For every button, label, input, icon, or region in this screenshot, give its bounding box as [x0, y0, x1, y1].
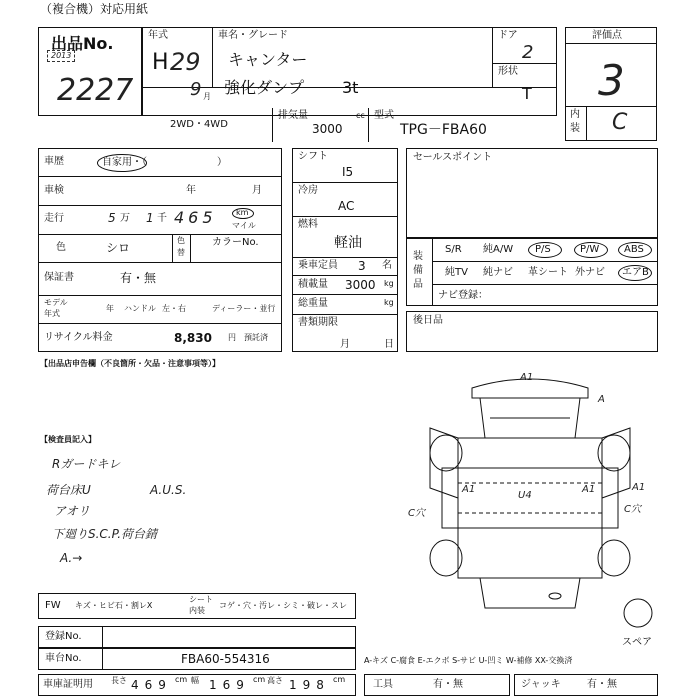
equip-sr: S/R: [445, 244, 462, 255]
mileage-man: 5: [108, 211, 116, 225]
jack-label: ジャッキ: [521, 679, 561, 690]
lot-label: 出品No.: [51, 34, 114, 53]
chassis-label: 車台No.: [45, 653, 82, 664]
spare-label: スペア: [622, 637, 652, 648]
ac-value: AC: [338, 199, 355, 213]
lot-box: [38, 27, 142, 116]
vehicle-box: [142, 27, 557, 116]
equip-ps: P/S: [535, 244, 551, 255]
color-label: 色: [56, 242, 66, 253]
fw-defects: キズ・ヒビ石・割レX: [75, 601, 153, 610]
month-unit: 月: [203, 92, 211, 101]
model-value: TPG－FBA60: [400, 122, 487, 138]
fw-label: FW: [45, 600, 61, 611]
mark-right-hole: C穴: [624, 504, 641, 515]
history-value: 自家用・（ ）: [102, 157, 227, 168]
rear-label: 後日品: [413, 315, 443, 326]
doc-deadline-month: 月: [340, 339, 350, 350]
jack-row: [514, 674, 658, 696]
seat-label-1: シート: [189, 595, 213, 604]
equip-ext-navi: 外ナビ: [575, 267, 605, 278]
car-grade: 強化ダンプ: [224, 78, 305, 97]
year-era: H: [152, 50, 169, 75]
warranty-label: 保証書: [44, 272, 74, 283]
registration-label: 登録No.: [45, 631, 82, 642]
doc-deadline-day: 日: [384, 339, 394, 350]
displacement-label: 排気量: [278, 110, 308, 121]
month-value: 9: [190, 79, 202, 100]
score-value: 3: [598, 56, 625, 105]
displacement-unit: cc: [356, 111, 365, 120]
inspector-line-1: Rガードキレ: [52, 457, 121, 471]
mark-left: A1: [462, 484, 476, 495]
certificate-row: [38, 674, 356, 696]
color-change-1: 色: [177, 236, 185, 245]
lot-year-stamp: 2013: [47, 50, 75, 62]
equip-tv: 純TV: [445, 267, 468, 278]
equipment-label-1: 装: [413, 251, 423, 262]
seats-value: 3: [358, 259, 366, 273]
door-label: ドア: [498, 30, 518, 41]
model-year-label-1: モデル: [44, 298, 68, 307]
shape-value: T: [522, 84, 532, 103]
equip-aw: 純A/W: [483, 244, 514, 255]
recycle-unit: 円: [228, 333, 236, 342]
year-value: 29: [170, 48, 201, 76]
navi-label: ナビ登録：: [438, 290, 488, 301]
handle-label: ハンドル: [124, 304, 156, 313]
model-year-unit: 年: [106, 304, 114, 313]
equip-leather: 革シート: [528, 267, 568, 278]
info-grid: [38, 148, 282, 352]
load-unit: kg: [384, 279, 394, 288]
equip-abs: ABS: [624, 244, 644, 255]
registration-row: [38, 626, 356, 648]
equip-navi: 純ナビ: [483, 267, 513, 278]
mark-top: A1: [520, 372, 534, 383]
length-label: 長さ: [111, 676, 127, 685]
history-label: 車歴: [44, 156, 64, 167]
fw-row: [38, 593, 356, 619]
recycle-label: リサイクル料金: [44, 332, 113, 343]
seat-label-2: 内装: [189, 606, 205, 615]
shift-value: I5: [342, 165, 354, 179]
mileage-unit-km: km: [236, 208, 249, 217]
car-tonnage: 3t: [342, 78, 359, 97]
gross-unit: kg: [384, 298, 394, 307]
inspection-year: 年: [186, 185, 196, 196]
model-label: 型式: [374, 110, 394, 121]
dealer-value: ディーラー・並行: [212, 304, 276, 313]
legend: A-キズ C-腐食 E-エクボ S-サビ U-凹ミ W-補修 XX-交換済: [364, 656, 573, 665]
shift-label: シフト: [298, 151, 328, 162]
car-name-label: 車名・グレード: [218, 30, 288, 41]
ac-label: 冷房: [298, 185, 318, 196]
jack-value: 有・無: [587, 679, 617, 690]
inspector-line-3: A.U.S.: [150, 483, 187, 497]
recycle-amount: 8,830: [174, 331, 212, 345]
fuel-label: 燃料: [298, 219, 318, 230]
displacement-value: 3000: [312, 122, 343, 136]
color-change-2: 替: [177, 248, 185, 257]
interior-label-1: 内: [570, 109, 580, 120]
recycle-status: 預託済: [244, 333, 268, 342]
mark-corner: A: [598, 394, 605, 405]
length-unit: cm: [175, 675, 188, 684]
interior-value: C: [612, 110, 628, 135]
inspector-line-4: アオリ: [54, 504, 90, 518]
inspector-label: 【検査員記入】: [40, 435, 96, 444]
seat-defects: コゲ・穴・汚レ・シミ・破レ・スレ: [219, 601, 347, 610]
height-label: 高さ: [267, 676, 283, 685]
interior-label-2: 装: [570, 123, 580, 134]
mileage-label: 走行: [44, 213, 64, 224]
mileage-sen: 1: [146, 211, 154, 225]
handle-value: 左・右: [162, 304, 186, 313]
tools-label: 工具: [373, 679, 393, 690]
height-unit: cm: [333, 675, 346, 684]
mark-right-far: A1: [632, 482, 646, 493]
gross-label: 総重量: [298, 298, 328, 309]
chassis-row: [38, 648, 356, 670]
vehicle-diagram: [410, 368, 670, 618]
chassis-value: FBA60-554316: [181, 652, 270, 666]
length-value: 469: [131, 678, 172, 692]
inspector-line-2: 荷台床U: [46, 483, 91, 497]
warranty-value: 有・無: [120, 271, 157, 285]
seats-unit: 名: [382, 260, 392, 271]
mark-center: U4: [518, 490, 532, 501]
equip-airbag: エアB: [622, 267, 649, 278]
form-title: （複合機）対応用紙: [40, 2, 149, 16]
certificate-label: 車庫証明用: [43, 679, 93, 690]
model-year-label-2: 年式: [44, 309, 60, 318]
mark-right: A1: [582, 484, 596, 495]
tools-value: 有・無: [433, 679, 463, 690]
width-label: 幅: [191, 676, 199, 685]
mileage-rest: 465: [174, 208, 217, 227]
notes-label: 【出品店申告欄（不良箇所・欠品・注意事項等）】: [40, 359, 220, 368]
drive-type: 2WD・4WD: [170, 119, 228, 130]
score-label: 評価点: [592, 30, 622, 41]
equipment-label-2: 備: [413, 265, 423, 276]
load-label: 積載量: [298, 279, 328, 290]
equipment-label-3: 品: [413, 279, 423, 290]
mileage-unit-mile: マイル: [232, 221, 256, 230]
color-no-label: カラーNo.: [212, 237, 259, 248]
height-value: 198: [289, 678, 330, 692]
seats-label: 乗車定員: [298, 260, 338, 271]
shape-label: 形状: [498, 66, 518, 77]
inspector-line-6: A.→: [60, 551, 83, 565]
mileage-sen-unit: 千: [157, 213, 167, 224]
sales-point-label: セールスポイント: [413, 152, 493, 163]
color-value: シロ: [106, 241, 131, 255]
width-unit: cm: [253, 675, 266, 684]
car-name: キャンター: [228, 50, 308, 69]
load-value: 3000: [345, 278, 376, 292]
equip-pw: P/W: [580, 244, 600, 255]
lot-number: 2227: [57, 73, 134, 108]
inspection-month: 月: [252, 185, 262, 196]
tools-row: [364, 674, 510, 696]
inspection-label: 車検: [44, 185, 64, 196]
year-label: 年式: [148, 30, 168, 41]
doc-deadline-label: 書類期限: [298, 317, 338, 328]
inspector-line-5: 下廻りS.C.P.荷台錆: [52, 527, 158, 541]
fuel-value: 軽油: [334, 235, 362, 251]
sales-point-box: [406, 148, 658, 238]
rear-box: [406, 311, 658, 352]
width-value: 169: [209, 678, 250, 692]
door-value: 2: [522, 42, 534, 63]
mileage-man-unit: 万: [120, 213, 130, 224]
mark-left-hole: C穴: [408, 508, 425, 519]
